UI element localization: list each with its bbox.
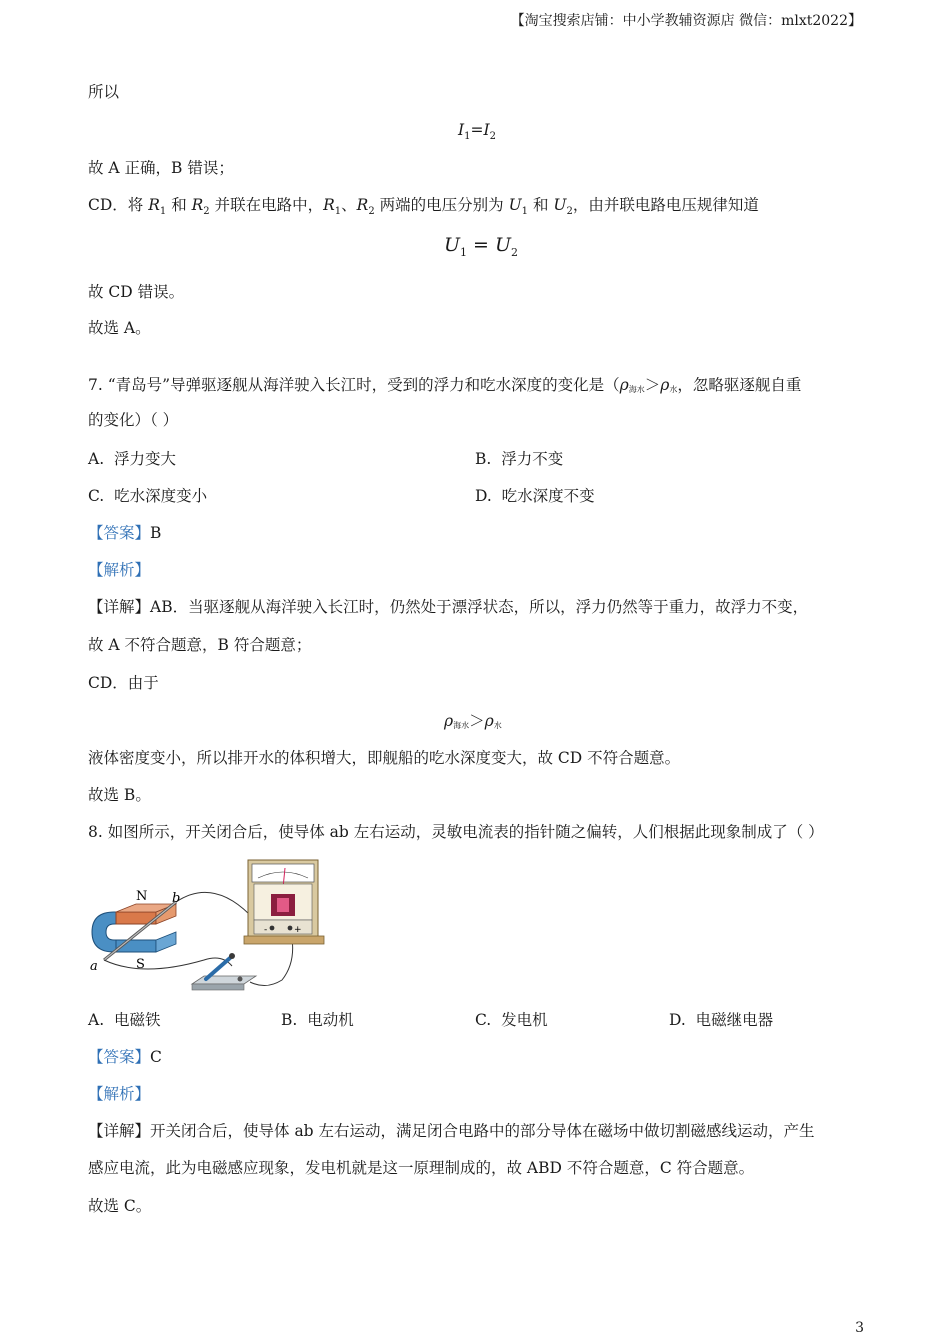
text-choose-a: 故选 A。 (88, 319, 151, 337)
label-b: b (172, 891, 181, 906)
q8-stem: 8. 如图所示，开关闭合后，使导体 ab 左右运动，灵敏电流表的指针随之偏转，人们根据此现象制成了（ ） (88, 823, 824, 841)
q7-density-inequality: ρ海水＞ρ水 (444, 712, 502, 730)
q8-detail-line2: 感应电流，此为电磁感应现象，发电机就是这一原理制成的，故 ABD 不符合题意，C 符合题意。 (88, 1159, 755, 1177)
text-suoyi: 所以 (88, 83, 120, 101)
text-cd-wrong: 故 CD 错误。 (88, 283, 185, 301)
q7-detail-line4: 液体密度变小，所以排开水的体积增大，即舰船的吃水深度变大，故 CD 不符合题意。 (88, 749, 681, 767)
meter-plus-label: + (294, 925, 302, 935)
q7-analysis-tag: 【解析】 (88, 561, 151, 579)
meter-minus-label: - (264, 925, 268, 935)
q7-detail-line3: CD．由于 (88, 674, 159, 692)
q8-answer: 【答案】C (88, 1048, 162, 1066)
q7-option-c: C. 吃水深度变小 (88, 487, 208, 505)
text-cd-parallel: CD．将 $R_1$ 和 $R_2$ 并联在电路中，$R_1$、$R_2$ 两端的电压分别为 $U_1$ 和 $U_2$，由并联电路电压规律知道 (88, 196, 759, 218)
q7-choose: 故选 B。 (88, 786, 151, 804)
q8-circuit-figure (84, 852, 329, 998)
equation-i1-i2: $I_1=I_2$ (458, 121, 496, 143)
label-a: a (90, 959, 98, 974)
q8-option-a: A. 电磁铁 (88, 1011, 161, 1029)
galvanometer-icon (244, 860, 324, 944)
q8-choose: 故选 C。 (88, 1197, 152, 1215)
equation-u1-u2: $U_1 = U_2$ (444, 234, 519, 259)
q7-detail-line2: 故 A 不符合题意，B 符合题意； (88, 636, 312, 654)
q7-stem-line1: 7. “青岛号”导弹驱逐舰从海洋驶入长江时，受到的浮力和吃水深度的变化是（ρ海水＞ρ水，忽略驱逐舰自重 (88, 376, 802, 394)
label-s: S (136, 957, 145, 972)
q7-stem-line2: 的变化）（ ） (88, 411, 179, 429)
q8-option-b: B. 电动机 (281, 1011, 354, 1029)
q7-detail-line1: 【详解】AB．当驱逐舰从海洋驶入长江时，仍然处于漂浮状态，所以，浮力仍然等于重力，故浮力不变， (88, 598, 809, 616)
q8-option-d: D. 电磁继电器 (669, 1011, 774, 1029)
q7-option-d: D. 吃水深度不变 (475, 487, 595, 505)
q8-option-c: C. 发电机 (475, 1011, 548, 1029)
label-n: N (136, 889, 148, 904)
page-number: 3 (855, 1320, 864, 1336)
q8-analysis-tag: 【解析】 (88, 1085, 151, 1103)
q8-detail-line1: 【详解】开关闭合后，使导体 ab 左右运动，满足闭合电路中的部分导体在磁场中做切割磁感线运动，产生 (88, 1122, 815, 1140)
switch-icon (192, 953, 256, 990)
q7-answer: 【答案】B (88, 524, 162, 542)
q7-option-a: A. 浮力变大 (88, 450, 176, 468)
page-header: 【淘宝搜索店铺：中小学教辅资源店 微信：mlxt2022】 (510, 13, 862, 29)
text-a-correct: 故 A 正确，B 错误； (88, 159, 234, 177)
q7-option-b: B. 浮力不变 (475, 450, 564, 468)
